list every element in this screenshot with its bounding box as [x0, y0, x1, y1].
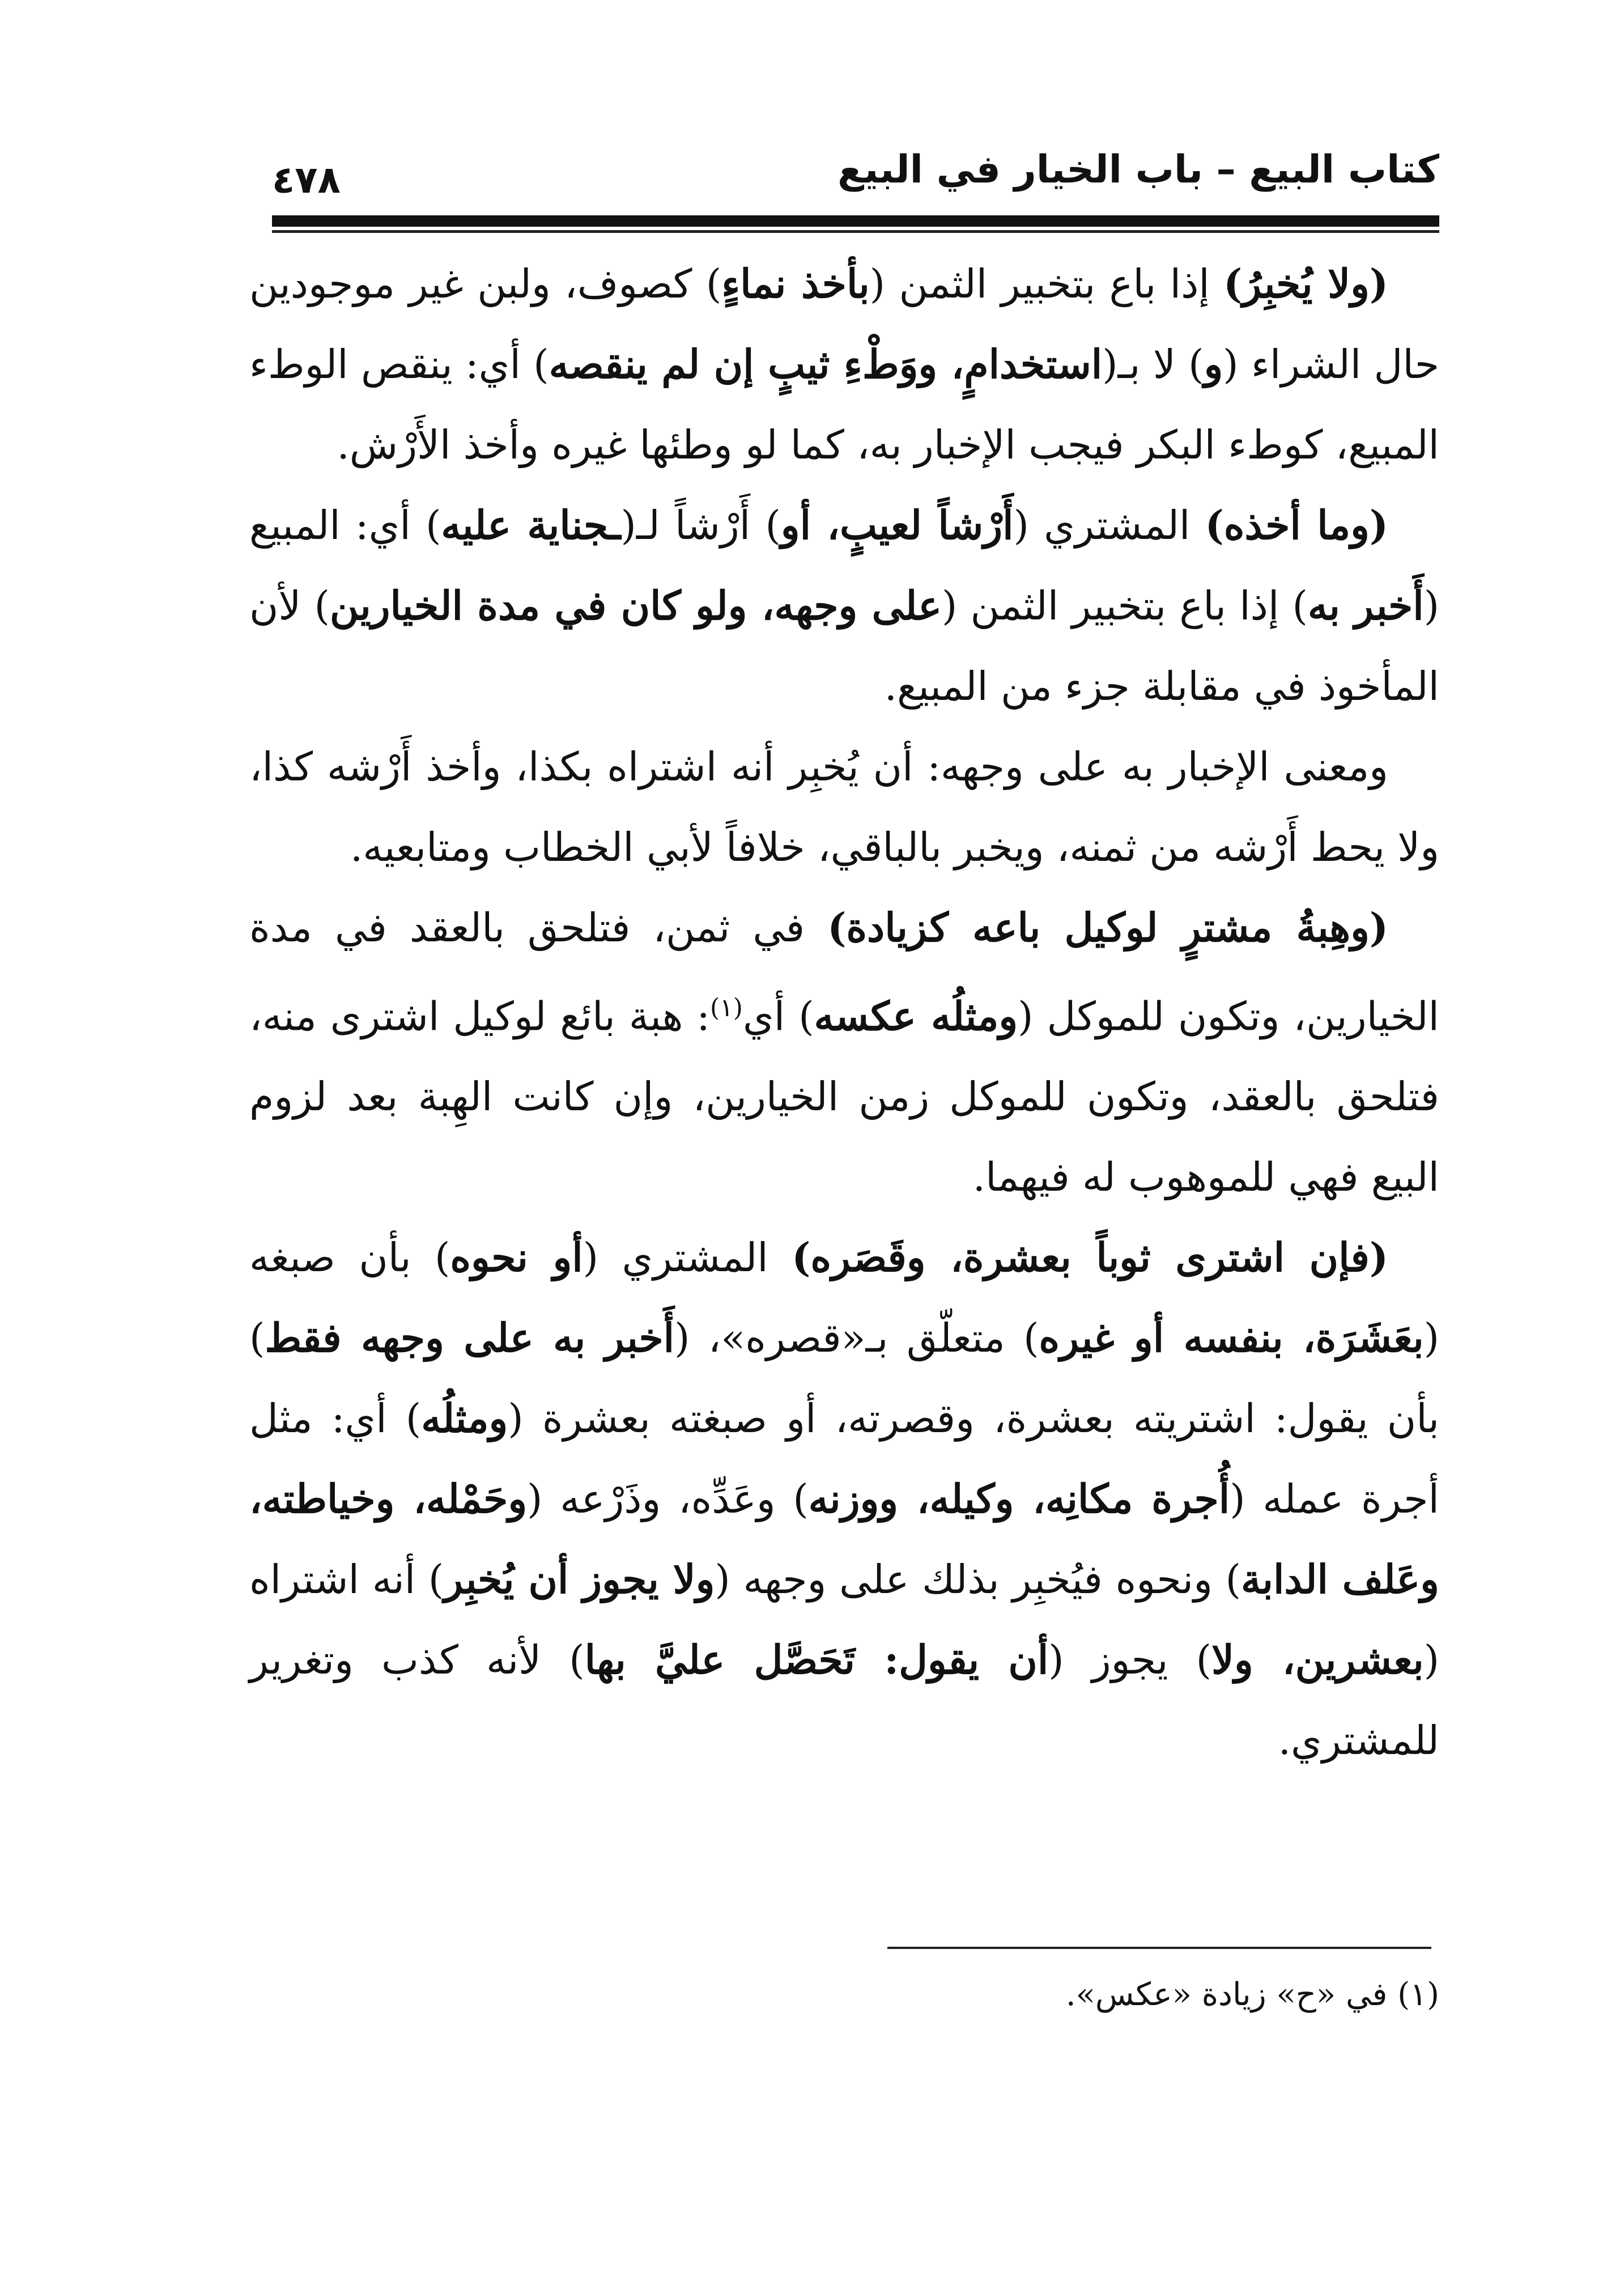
sharh-text: : هبة بائع لوكيل اشترى منه، فتلحق بالعقد، وتكون للموكل زمن الخيارين، وإن كانت الهِبة بعد لزوم البيع فهي للموهوب له فيهما. — [249, 993, 1439, 1201]
sharh-text: ) لأن المأخوذ في مقابلة جزء من المبيع. — [249, 583, 1439, 710]
sharh-text: المشتري ( — [583, 1234, 792, 1281]
matn-text: (وما أخذه) — [1205, 502, 1389, 549]
footnote-marker: (١) — [709, 993, 743, 1022]
matn-text: (ولا يُخبِرُ) — [1223, 260, 1389, 307]
header-rule-thick — [272, 215, 1439, 227]
matn-text: أَخبر به — [1307, 582, 1424, 629]
sharh-text: ) لأنه كذب وتغرير للمشتري. — [249, 1637, 1439, 1764]
sharh-text: ) متعلّق بـ«قصره»، ( — [674, 1315, 1039, 1362]
footnote: (١) في «ح» زيادة «عكس». — [1065, 1976, 1439, 2013]
matn-text: بعَشَرَة، بنفسه أو غيره — [1039, 1314, 1424, 1362]
sharh-text: ) يجوز ( — [1048, 1637, 1211, 1684]
sharh-text: إذا باع بتخبير الثمن ( — [869, 261, 1224, 307]
sharh-text: ) أي: مثل أجرة عمله ( — [249, 1395, 1439, 1523]
matn-text: أَرْشاً لعيبٍ، أو — [780, 502, 1014, 549]
sharh-text: ) أي: ينقص الوطء المبيع، كوطء البكر فيجب الإخبار به، كما لو وطئها غيره وأخذ الأَرْش. — [249, 341, 1439, 468]
matn-text: ـجناية عليه — [441, 502, 621, 549]
paragraph — [249, 727, 1439, 888]
matn-text: أو نحوه — [450, 1234, 583, 1281]
paragraph — [249, 244, 1439, 485]
sharh-text: ) لا بـ( — [1102, 341, 1204, 388]
page-header — [272, 142, 1439, 210]
matn-text: وحَمْله، وخياطته، وعَلف الدابة — [249, 1475, 1439, 1603]
main-text — [249, 244, 1439, 1781]
matn-text: أن يقول: تَحَصَّل عليَّ بها — [584, 1636, 1049, 1684]
matn-text: ولا يجوز أن يُخبِر — [444, 1556, 715, 1603]
matn-text: (فإن اشترى ثوباً بعشرة، وقَصَره) — [792, 1234, 1388, 1281]
sharh-text: ) وعَدِّه، وذَرْعه ( — [527, 1476, 809, 1523]
footnote-separator — [887, 1947, 1431, 1949]
sharh-text: ومعنى الإخبار به على وجهه: أن يُخبِر أنه اشتراه بكذا، وأخذ أَرْشه كذا، ولا يحط أَرْشه من ثمنه، ويخبر بالباقي، خلافاً لأبي الخطاب ومتابعيه. — [249, 744, 1439, 871]
matn-text: ومثلُه — [421, 1395, 508, 1442]
sharh-text: ) ونحوه فيُخبِر بذلك على وجهه ( — [715, 1556, 1241, 1603]
paragraph — [249, 1217, 1439, 1781]
matn-text: (وهِبةُ مشترٍ لوكيل باعه كزيادة) — [827, 904, 1388, 951]
matn-text: على وجهه، ولو كان في مدة الخيارين — [329, 582, 942, 629]
matn-text: أَخبر به على وجهه فقط — [265, 1314, 675, 1362]
matn-text: و — [1204, 341, 1223, 388]
paragraph — [249, 888, 1439, 1217]
sharh-text: ) إذا باع بتخبير الثمن ( — [941, 583, 1308, 629]
matn-text: ومثلُه عكسه — [814, 992, 1018, 1040]
sharh-text: في ثمن، فتلحق بالعقد في مدة الخيارين، وتكون للموكل ( — [249, 905, 1439, 1040]
header-rule-thin — [272, 230, 1439, 233]
matn-text: أُجرة مكانِه، وكيله، ووزنه — [808, 1475, 1230, 1523]
sharh-text: ) أي: المبيع ( — [249, 502, 1439, 629]
matn-text: بعشرين، ولا — [1211, 1636, 1424, 1684]
sharh-text: ) بأن صبغه ( — [249, 1234, 1439, 1362]
sharh-text: ) بأن يقول: اشتريته بعشرة، وقصرته، أو صبغته بعشرة ( — [249, 1315, 1440, 1442]
matn-text: استخدامٍ، ووَطْءِ ثيبٍ إن لم ينقصه — [549, 341, 1103, 388]
sharh-text: ) كصوف، ولبن غير موجودين حال الشراء ( — [249, 261, 1439, 388]
sharh-text: ) أنه اشتراه ( — [249, 1556, 1439, 1684]
page-number: ٤٧٨ — [272, 158, 341, 202]
sharh-text: ) أي — [742, 993, 814, 1040]
paragraph — [249, 485, 1439, 727]
running-title: كتاب البيع – باب الخيار في البيع — [837, 147, 1439, 192]
sharh-text: المشتري ( — [1013, 502, 1205, 549]
sharh-text: ) أَرْشاً لـ( — [620, 502, 781, 549]
matn-text: بأخذ نماءٍ — [721, 260, 870, 307]
